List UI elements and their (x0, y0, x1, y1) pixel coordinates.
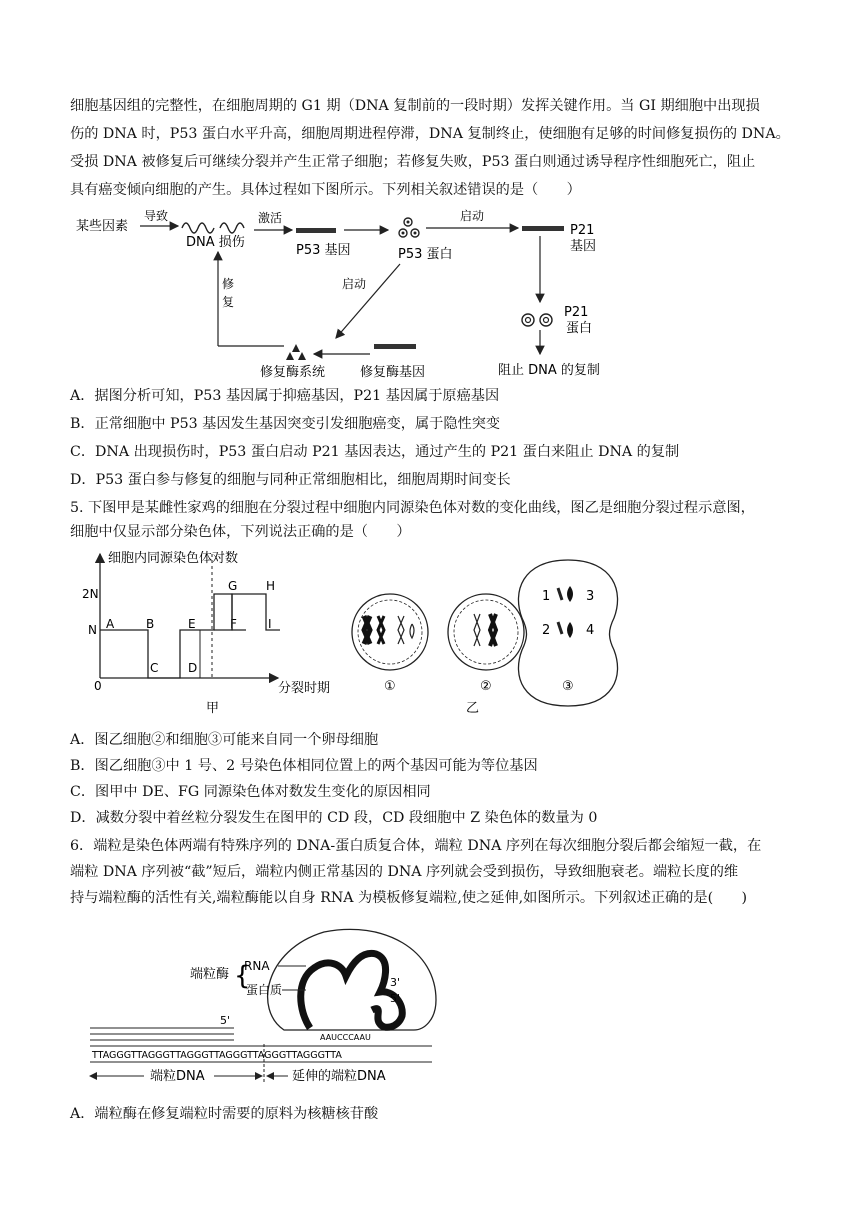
graph-ylabel: 细胞内同源染色体对数 (108, 551, 239, 566)
chrom-2: 2 (542, 623, 551, 638)
q4-line-2: 伤的 DNA 时，P53 蛋白水平升高，细胞周期进程停滞，DNA 复制终止，使细胞有足够的时间修复损伤的 DNA。 (70, 126, 790, 142)
p53-protein-label: P53 蛋白 (398, 247, 453, 262)
point-a: A (106, 617, 115, 631)
rna-label: RNA (244, 959, 270, 973)
start-label-2: 启动 (342, 277, 367, 291)
telomere-dna-label: 端粒DNA (150, 1069, 205, 1084)
p21-gene-label-b: 基因 (570, 239, 597, 254)
telomerase-body (268, 929, 436, 1030)
repair-label-b: 复 (222, 295, 235, 309)
q6-line-2: 端粒 DNA 序列被“截”短后，端粒内侧正常基因的 DNA 序列就会受到损伤，导致细胞衰老。端粒长度的维 (70, 864, 739, 880)
point-b: B (146, 617, 155, 631)
cell-label-3: ③ (562, 679, 574, 694)
factor-label: 某些因素 (76, 219, 129, 234)
activate-label: 激活 (258, 211, 283, 225)
q5-line-2: 细胞中仅显示部分染色体，下列说法正确的是（ ） (70, 524, 411, 540)
q6-line-3: 持与端粒酶的活性有关,端粒酶能以自身 RNA 为模板修复端粒,使之延伸,如图所示。下列叙述正确的是( ) (70, 890, 748, 906)
five-prime-label-b: 5' (220, 1014, 231, 1027)
brace: { (234, 961, 251, 991)
telomerase-diagram (84, 920, 484, 1100)
point-h: H (266, 579, 276, 593)
p21-protein-icon (522, 314, 552, 326)
p53-protein-icon (399, 218, 419, 237)
protein-label: 蛋白质 (246, 983, 283, 997)
point-d: D (188, 661, 198, 675)
chrom-3: 3 (586, 589, 595, 604)
three-prime-label: 3' (390, 976, 401, 989)
homolog-curve (100, 594, 246, 678)
x-label: 分裂时期 (278, 681, 331, 696)
q4-option-a: A．据图分析可知，P53 基因属于抑癌基因，P21 基因属于原癌基因 (70, 388, 500, 404)
p21-protein-label-a: P21 (564, 305, 589, 320)
extended-dna-label: 延伸的端粒DNA (292, 1069, 386, 1084)
graph-caption: 甲 (206, 701, 220, 716)
point-c: C (150, 661, 159, 675)
q5-option-c: C．图甲中 DE、FG 同源染色体对数发生变化的原因相同 (70, 784, 431, 800)
cell-1 (352, 594, 428, 670)
repair-gene-bar (374, 344, 416, 349)
q5-option-d: D．减数分裂中着丝粒分裂发生在图甲的 CD 段，CD 段细胞中 Z 染色体的数量为 0 (70, 810, 598, 826)
q4-option-d: D．P53 蛋白参与修复的细胞与同种正常细胞相比，细胞周期时间变长 (70, 472, 511, 488)
p53-gene-label: P53 基因 (296, 243, 351, 258)
repair-gene-label: 修复酶基因 (360, 365, 426, 380)
q4-line-1: 细胞基因组的完整性，在细胞周期的 G1 期（DNA 复制前的一段时期）发挥关键作用。当 GI 期细胞中出现损 (70, 98, 760, 114)
chrom-1: 1 (542, 589, 551, 604)
chrom-4: 4 (586, 623, 595, 638)
cells-caption: 乙 (466, 701, 480, 716)
repair-enzyme-icon (286, 344, 306, 360)
telomere-sequence: TTAGGGTTAGGGTTAGGGTTAGGGTTAGGGTTAGGGTTA (92, 1050, 342, 1061)
rna-loop (301, 953, 403, 1028)
y-tick-n: N (88, 623, 97, 637)
cell-2 (448, 594, 524, 670)
q6-line-1: 6．端粒是染色体两端有特殊序列的 DNA-蛋白质复合体，端粒 DNA 序列在每次细胞分裂后都会缩短一截，在 (70, 838, 762, 854)
q6-option-a: A．端粒酶在修复端粒时需要的原料为核糖核苷酸 (70, 1106, 379, 1122)
q5-line-1: 5. 下图甲是某雌性家鸡的细胞在分裂过程中细胞内同源染色体对数的变化曲线，图乙是细胞分裂过程示意图， (70, 500, 755, 516)
block-dna-label: 阻止 DNA 的复制 (498, 363, 600, 378)
point-e: E (188, 617, 196, 631)
q4-option-b: B．正常细胞中 P53 基因发生基因突变引发细胞癌变，属于隐性突变 (70, 416, 501, 432)
cell-label-2: ② (480, 679, 492, 694)
point-f: F (230, 617, 237, 631)
q4-option-c: C．DNA 出现损伤时，P53 蛋白启动 P21 基因表达，通过产生的 P21 蛋白来阻止 DNA 的复制 (70, 444, 680, 460)
point-g: G (228, 579, 238, 593)
cause-label: 导致 (144, 209, 169, 223)
y-tick-2n: 2N (82, 587, 99, 601)
start-label-1: 启动 (460, 209, 485, 223)
five-prime-label-a: 5' (390, 992, 401, 1005)
point-i: I (268, 617, 272, 631)
homolog-pair-graph (70, 548, 370, 718)
p21-gene-label-a: P21 (570, 223, 595, 238)
repair-system-label: 修复酶系统 (260, 365, 326, 380)
q5-option-b: B．图乙细胞③中 1 号、2 号染色体相同位置上的两个基因可能为等位基因 (70, 758, 538, 774)
template-seq: AAUCCCAAU (320, 1033, 371, 1042)
q5-option-a: A．图乙细胞②和细胞③可能来自同一个卵母细胞 (70, 732, 379, 748)
dna-wave-icon (182, 223, 214, 233)
cell-division-diagram (346, 552, 646, 716)
repair-label-a: 修 (222, 277, 235, 291)
q4-line-3: 受损 DNA 被修复后可继续分裂并产生正常子细胞；若修复失败，P53 蛋白则通过诱导程序性细胞死亡，阻止 (70, 154, 756, 170)
p21-gene-bar (522, 226, 564, 231)
p53-pathway-diagram (70, 206, 630, 382)
p21-protein-label-b: 蛋白 (566, 321, 593, 336)
cell-label-1: ① (384, 679, 396, 694)
enzyme-label: 端粒酶 (190, 967, 230, 982)
q4-line-4: 具有癌变倾向细胞的产生。具体过程如下图所示。下列相关叙述错误的是（ ） (70, 182, 581, 198)
p53-gene-bar (296, 228, 336, 233)
origin-label: 0 (94, 679, 102, 693)
dna-damage-label: DNA 损伤 (186, 235, 245, 250)
